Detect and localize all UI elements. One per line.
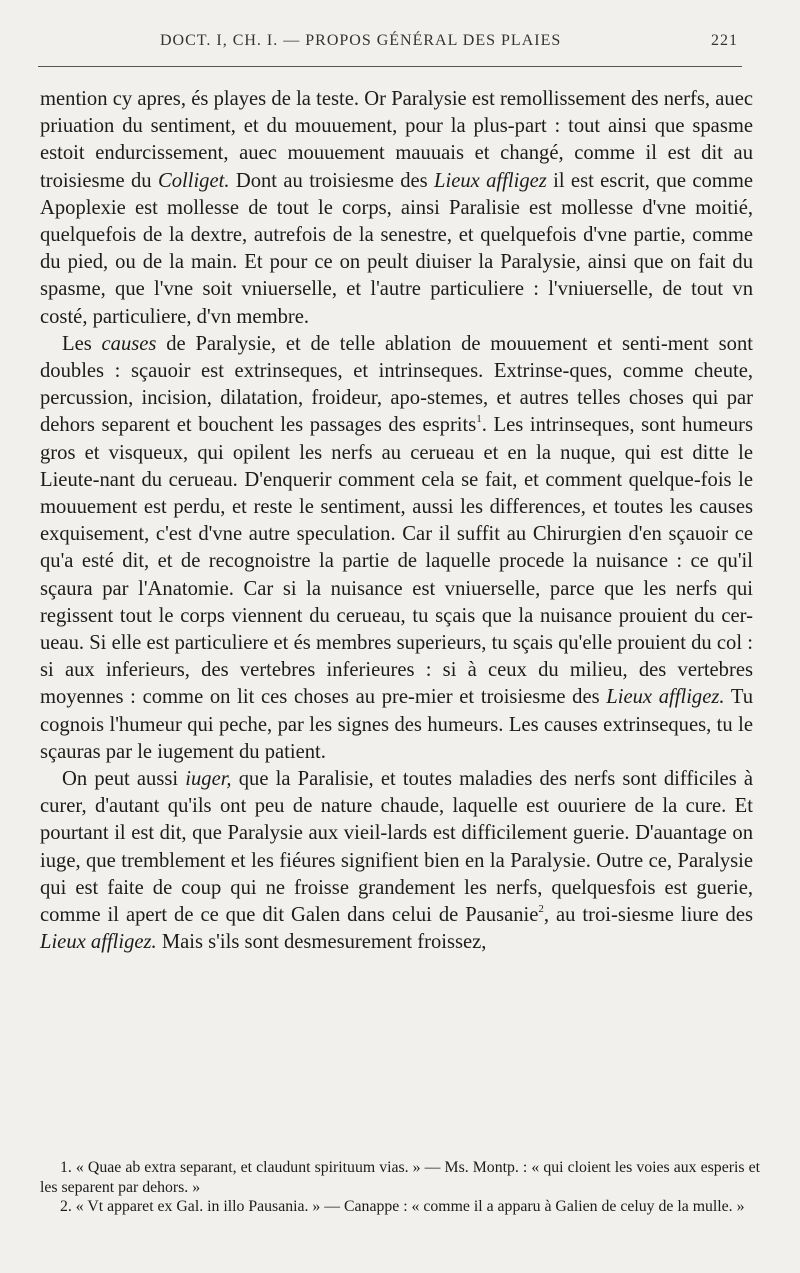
page-number: 221 [711,32,738,49]
header-rule [38,66,742,67]
paragraph-1: mention cy apres, és playes de la teste. Or Paralysie est remollissement des nerfs, auec priuation du sentiment, et du mouuement, pour la plus-part : tout ainsi que spasme estoit endurcissement, auec mouuement mauuais et changé, comme il est dit au troisiesme du Colliget. Dont au troisiesme des Lieux affligez il est escrit, que comme Apoplexie est mollesse de tout le corps, ainsi Paralisie est mollesse d'vne moitié, quelquefois de la dextre, autrefois de la senestre, et quelquefois d'vne partie, comme du pied, ou de la main. Et pour ce on peult diuiser la Paralysie, ainsi que on fait du spasme, que l'vne soit vniuerselle, et l'autre particuliere : l'vniuerselle, de tout vn costé, particuliere, d'vn membre. [40,88,753,328]
footnotes [40,1158,760,1217]
running-title: DOCT. I, CH. I. — PROPOS GÉNÉRAL DES PLAIES [160,32,562,49]
footnote-1: 1. « Quae ab extra separant, et claudunt spirituum vias. » — Ms. Montp. : « qui cloient les voies aux esperis et les separent par dehors. » [40,1159,760,1196]
footnote-ref-2: 2 [538,903,544,916]
paragraph-3: On peut aussi iuger, que la Paralisie, et toutes maladies des nerfs sont difficiles à curer, d'autant qu'ils ont peu de nature chaude, laquelle est ouuriere de la cure. Et pourtant il est dit, que Paralysie aux vieil-lards est difficilement guerie. D'auantage on iuge, que tremblement et les fiéures signifient bien en la Paralysie. Outre ce, Paralysie qui est faite de coup qui ne froisse grandement les nerfs, quelquesfois est guerie, comme il apert de ce que dit Galen dans celui de Pausanie$^2$, au troi-siesme liure des Lieux affligez. Mais s'ils sont desmesurement froissez, [40,768,753,954]
footnote-ref-1: 1 [476,413,482,426]
main-text [40,86,753,957]
footnote-2: 2. « Vt apparet ex Gal. in illo Pausania. » — Canappe : « comme il a apparu à Galien de celuy de la mulle. » [60,1198,745,1215]
paragraph-2: Les causes de Paralysie, et de telle ablation de mouuement et senti-ment sont doubles : sçauoir est extrinseques, et intrinseques. Extrinse-ques, comme cheute, percussion, incision, dilatation, froideur, apo-stemes, et autres telles choses qui par dehors separent et bouchent les passages des esprits$^1$. Les intrinseques, sont humeurs gros et visqueux, qui opilent les nerfs au cerueau et en la nuque, qui est ditte le Lieute-nant du cerueau. D'enquerir comment cela se fait, et comment quelque-fois le mouuement est perdu, et reste le sentiment, aussi les differences, et toutes les causes exquisement, c'est d'vne autre speculation. Car il suffit au Chirurgien d'en sçauoir ce qu'a esté dit, et de recognoistre la partie de laquelle procede la nuisance : ce qu'il sçaura par l'Anatomie. Car si la nuisance est vniuerselle, parce que les nerfs qui regissent tout le corps viennent du cerueau, tu sçais que la nuisance prouient du cer-ueau. Si elle est particuliere et és membres superieurs, tu sçais qu'elle prouient du col : si aux inferieurs, des vertebres inferieures : si à ceux du milieu, des vertebres moyennes : comme on lit ces choses au pre-mier et troisiesme des Lieux affligez. Tu cognois l'humeur qui peche, par les signes des humeurs. Les causes extrinseques, tu le sçauras par le iugement du patient. [40,332,754,763]
